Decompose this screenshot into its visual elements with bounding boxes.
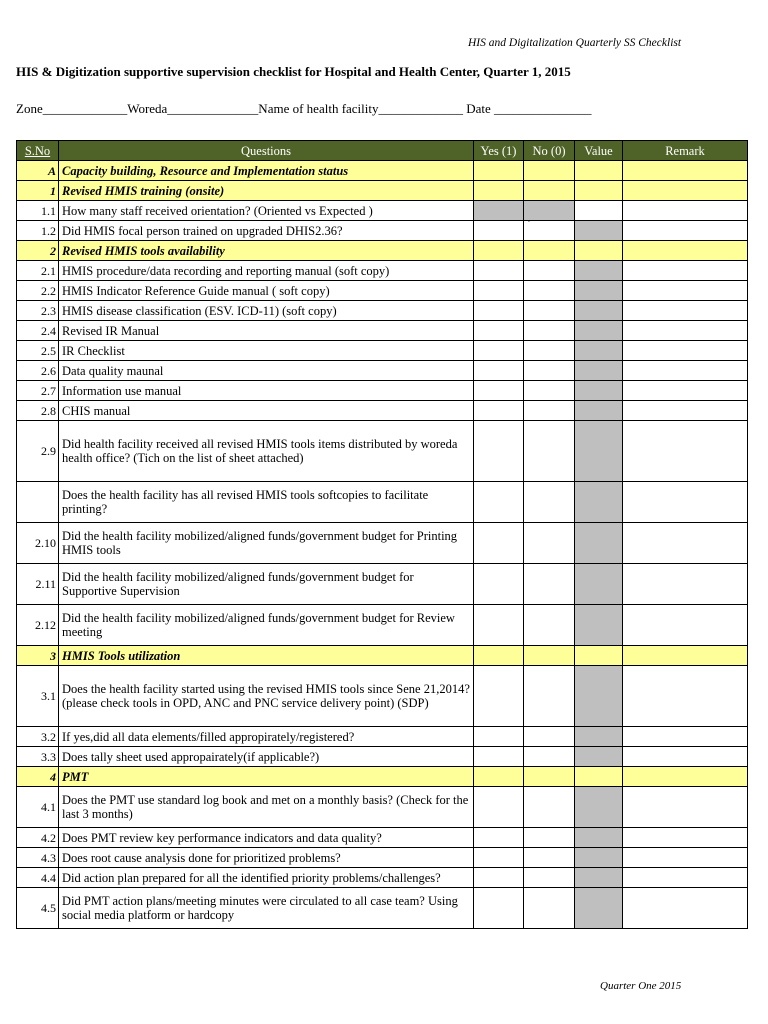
row-number: 1.1 [17, 201, 59, 221]
value-cell[interactable] [575, 482, 623, 523]
yes-cell[interactable] [474, 747, 524, 767]
table-row [17, 261, 748, 281]
value-cell[interactable] [575, 421, 623, 482]
yes-cell[interactable] [474, 361, 524, 381]
table-row [17, 321, 748, 341]
row-number: 2.10 [17, 523, 59, 564]
value-cell[interactable] [575, 666, 623, 727]
col-header-questions: Questions [59, 141, 474, 161]
yes-cell[interactable] [474, 221, 524, 241]
table-header-row [17, 141, 748, 161]
table-row [17, 888, 748, 929]
question-text: Did PMT action plans/meeting minutes were circulated to all case team? Using social media platform or hardcopy [59, 888, 474, 929]
no-cell [524, 181, 575, 201]
section-title: PMT [59, 767, 474, 787]
no-cell[interactable] [524, 666, 575, 727]
yes-cell [474, 767, 524, 787]
yes-cell[interactable] [474, 828, 524, 848]
no-cell[interactable] [524, 301, 575, 321]
document-title: HIS & Digitization supportive supervision checklist for Hospital and Health Center, Quarter 1, 2015 [16, 64, 571, 79]
section-row [17, 161, 748, 181]
yes-cell[interactable] [474, 868, 524, 888]
col-header-value: Value [575, 141, 623, 161]
table-row [17, 361, 748, 381]
table-row [17, 727, 748, 747]
no-cell[interactable] [524, 523, 575, 564]
no-cell[interactable] [524, 868, 575, 888]
yes-cell[interactable] [474, 482, 524, 523]
table-row [17, 421, 748, 482]
row-number: 2.9 [17, 421, 59, 482]
section-title: Revised HMIS tools availability [59, 241, 474, 261]
no-cell[interactable] [524, 201, 575, 221]
remark-cell[interactable] [623, 747, 748, 767]
table-row [17, 281, 748, 301]
remark-cell[interactable] [623, 201, 748, 221]
question-text: How many staff received orientation? (Oriented vs Expected ) [59, 201, 474, 221]
no-cell[interactable] [524, 281, 575, 301]
no-cell[interactable] [524, 828, 575, 848]
question-text: IR Checklist [59, 341, 474, 361]
yes-cell [474, 241, 524, 261]
value-cell[interactable] [575, 341, 623, 361]
yes-cell[interactable] [474, 301, 524, 321]
remark-cell [623, 241, 748, 261]
remark-cell[interactable] [623, 848, 748, 868]
row-number: 3.3 [17, 747, 59, 767]
table-row [17, 381, 748, 401]
table-row [17, 401, 748, 421]
value-cell[interactable] [575, 848, 623, 868]
row-number: 2.2 [17, 281, 59, 301]
value-cell[interactable] [575, 787, 623, 828]
table-row [17, 301, 748, 321]
section-title: Capacity building, Resource and Implementation status [59, 161, 474, 181]
remark-cell[interactable] [623, 666, 748, 727]
row-number: 2.4 [17, 321, 59, 341]
remark-cell[interactable] [623, 828, 748, 848]
yes-cell[interactable] [474, 261, 524, 281]
question-text: Did health facility received all revised HMIS tools items distributed by woreda health office? (Tich on the list of sheet attached) [59, 421, 474, 482]
value-cell[interactable] [575, 747, 623, 767]
value-cell[interactable] [575, 868, 623, 888]
remark-cell[interactable] [623, 523, 748, 564]
value-cell[interactable] [575, 361, 623, 381]
question-text: Data quality maunal [59, 361, 474, 381]
row-number: 2.1 [17, 261, 59, 281]
row-number: 3.1 [17, 666, 59, 727]
remark-cell[interactable] [623, 261, 748, 281]
value-cell[interactable] [575, 381, 623, 401]
yes-cell[interactable] [474, 523, 524, 564]
remark-cell[interactable] [623, 361, 748, 381]
no-cell[interactable] [524, 564, 575, 605]
value-cell[interactable] [575, 401, 623, 421]
section-row [17, 646, 748, 666]
row-number: 2.7 [17, 381, 59, 401]
value-cell[interactable] [575, 523, 623, 564]
remark-cell[interactable] [623, 787, 748, 828]
table-row [17, 747, 748, 767]
row-number: 4.3 [17, 848, 59, 868]
no-cell[interactable] [524, 401, 575, 421]
table-row [17, 482, 748, 523]
question-text: Does the health facility has all revised HMIS tools softcopies to facilitate printing? [59, 482, 474, 523]
remark-cell[interactable] [623, 564, 748, 605]
yes-cell[interactable] [474, 787, 524, 828]
no-cell[interactable]: ` [524, 221, 575, 241]
yes-cell[interactable] [474, 727, 524, 747]
yes-cell[interactable] [474, 421, 524, 482]
no-cell[interactable] [524, 605, 575, 646]
col-header-remark: Remark [623, 141, 748, 161]
value-cell[interactable] [575, 605, 623, 646]
row-number: 3 [17, 646, 59, 666]
row-number: A [17, 161, 59, 181]
remark-cell[interactable] [623, 482, 748, 523]
remark-cell[interactable] [623, 605, 748, 646]
remark-cell [623, 181, 748, 201]
row-number: 2.5 [17, 341, 59, 361]
table-row [17, 201, 748, 221]
col-header-yes: Yes (1) [474, 141, 524, 161]
no-cell[interactable] [524, 361, 575, 381]
question-text: HMIS disease classification (ESV. ICD-11) (soft copy) [59, 301, 474, 321]
question-text: Does the PMT use standard log book and met on a monthly basis? (Check for the last 3 months) [59, 787, 474, 828]
footer-note: Quarter One 2015 [600, 980, 682, 992]
yes-cell[interactable] [474, 201, 524, 221]
yes-cell[interactable] [474, 341, 524, 361]
no-cell[interactable] [524, 747, 575, 767]
row-number: 1 [17, 181, 59, 201]
remark-cell[interactable] [623, 321, 748, 341]
question-text: CHIS manual [59, 401, 474, 421]
remark-cell[interactable] [623, 868, 748, 888]
no-cell[interactable] [524, 261, 575, 281]
question-text: HMIS Indicator Reference Guide manual ( soft copy) [59, 281, 474, 301]
remark-cell[interactable] [623, 401, 748, 421]
header-note: HIS and Digitalization Quarterly SS Checklist [468, 37, 682, 49]
remark-cell[interactable] [623, 221, 748, 241]
yes-cell[interactable] [474, 666, 524, 727]
row-number: 4 [17, 767, 59, 787]
row-number: 2.6 [17, 361, 59, 381]
table-row [17, 523, 748, 564]
remark-cell[interactable] [623, 421, 748, 482]
yes-cell[interactable] [474, 605, 524, 646]
no-cell [524, 767, 575, 787]
question-text: Did the health facility mobilized/aligned funds/government budget for Review meeting [59, 605, 474, 646]
row-number: 4.5 [17, 888, 59, 929]
no-cell[interactable] [524, 421, 575, 482]
value-cell [575, 181, 623, 201]
facility-info-line: Zone_____________Woreda______________Name of health facility_____________ Date _______________ [16, 101, 592, 116]
table-row [17, 605, 748, 646]
row-number [17, 482, 59, 523]
yes-cell [474, 181, 524, 201]
yes-cell [474, 646, 524, 666]
table-row [17, 868, 748, 888]
remark-cell[interactable] [623, 281, 748, 301]
no-cell[interactable] [524, 381, 575, 401]
col-header-no: No (0) [524, 141, 575, 161]
question-text: Does root cause analysis done for prioritized problems? [59, 848, 474, 868]
row-number: 4.4 [17, 868, 59, 888]
no-cell[interactable] [524, 727, 575, 747]
remark-cell [623, 767, 748, 787]
row-number: 1.2 [17, 221, 59, 241]
section-title: HMIS Tools utilization [59, 646, 474, 666]
table-row [17, 828, 748, 848]
checklist-body [17, 161, 748, 929]
yes-cell[interactable] [474, 401, 524, 421]
remark-cell[interactable] [623, 727, 748, 747]
row-number: 2.11 [17, 564, 59, 605]
no-cell[interactable] [524, 787, 575, 828]
value-cell[interactable] [575, 321, 623, 341]
section-row [17, 767, 748, 787]
no-cell[interactable] [524, 321, 575, 341]
no-cell[interactable] [524, 341, 575, 361]
section-title: Revised HMIS training (onsite) [59, 181, 474, 201]
question-text: Information use manual [59, 381, 474, 401]
value-cell[interactable] [575, 301, 623, 321]
remark-cell[interactable] [623, 888, 748, 929]
yes-cell[interactable] [474, 381, 524, 401]
no-cell[interactable] [524, 482, 575, 523]
row-number: 2.3 [17, 301, 59, 321]
section-row [17, 241, 748, 261]
yes-cell[interactable] [474, 888, 524, 929]
question-text: If yes,did all data elements/filled appropirately/registered? [59, 727, 474, 747]
row-number: 3.2 [17, 727, 59, 747]
value-cell[interactable] [575, 564, 623, 605]
value-cell[interactable] [575, 281, 623, 301]
value-cell[interactable] [575, 201, 623, 221]
checklist-table [16, 140, 748, 929]
no-cell[interactable] [524, 888, 575, 929]
table-row [17, 787, 748, 828]
no-cell[interactable] [524, 848, 575, 868]
question-text: Revised IR Manual [59, 321, 474, 341]
question-text: Did HMIS focal person trained on upgraded DHIS2.36? [59, 221, 474, 241]
yes-cell[interactable] [474, 321, 524, 341]
table-row [17, 848, 748, 868]
row-number: 4.1 [17, 787, 59, 828]
table-row [17, 221, 748, 241]
value-cell [575, 646, 623, 666]
value-cell[interactable] [575, 221, 623, 241]
table-row [17, 666, 748, 727]
remark-cell [623, 646, 748, 666]
yes-cell[interactable] [474, 564, 524, 605]
value-cell [575, 767, 623, 787]
value-cell [575, 241, 623, 261]
question-text: Did the health facility mobilized/aligned funds/government budget for Printing HMIS tools [59, 523, 474, 564]
question-text: Does the health facility started using the revised HMIS tools since Sene 21,2014? (please check tools in OPD, ANC and PNC service delivery point) (SDP) [59, 666, 474, 727]
no-cell [524, 161, 575, 181]
row-number: 4.2 [17, 828, 59, 848]
no-cell [524, 241, 575, 261]
remark-cell [623, 161, 748, 181]
value-cell[interactable] [575, 261, 623, 281]
value-cell[interactable] [575, 888, 623, 929]
yes-cell[interactable] [474, 281, 524, 301]
remark-cell[interactable] [623, 341, 748, 361]
table-row [17, 341, 748, 361]
col-header-sno: S.No [17, 141, 59, 161]
value-cell [575, 161, 623, 181]
question-text: Did the health facility mobilized/aligned funds/government budget for Supportive Supervision [59, 564, 474, 605]
remark-cell[interactable] [623, 381, 748, 401]
yes-cell[interactable] [474, 848, 524, 868]
table-row [17, 564, 748, 605]
remark-cell[interactable] [623, 301, 748, 321]
value-cell[interactable] [575, 828, 623, 848]
question-text: Does PMT review key performance indicators and data quality? [59, 828, 474, 848]
row-number: 2.12 [17, 605, 59, 646]
question-text: Does tally sheet used appropairately(if applicable?) [59, 747, 474, 767]
row-number: 2 [17, 241, 59, 261]
yes-cell [474, 161, 524, 181]
section-row [17, 181, 748, 201]
no-cell [524, 646, 575, 666]
row-number: 2.8 [17, 401, 59, 421]
value-cell[interactable] [575, 727, 623, 747]
question-text: HMIS procedure/data recording and reporting manual (soft copy) [59, 261, 474, 281]
question-text: Did action plan prepared for all the identified priority problems/challenges? [59, 868, 474, 888]
